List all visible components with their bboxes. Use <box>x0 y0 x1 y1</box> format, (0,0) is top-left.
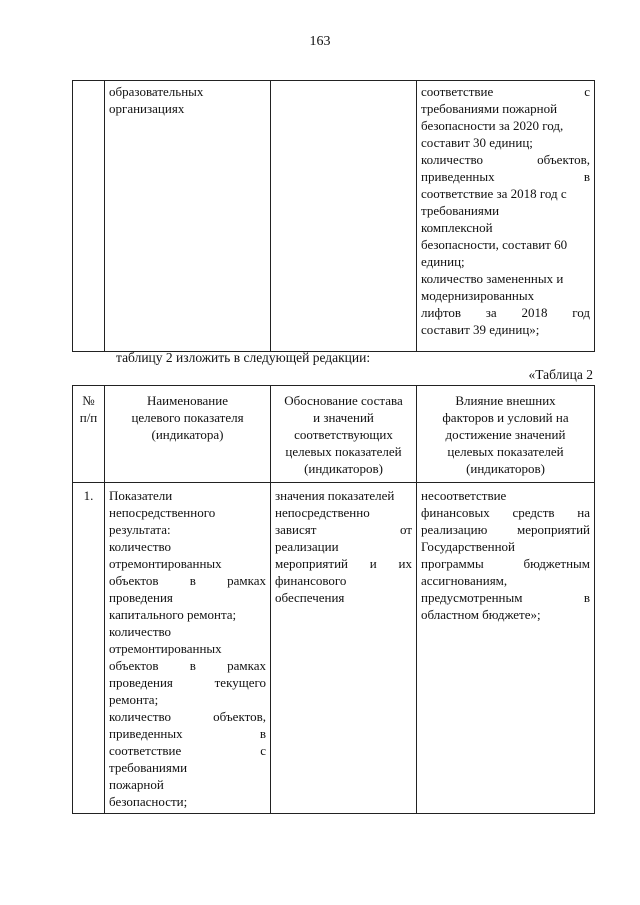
table-cell-num <box>73 81 105 352</box>
text-line: образовательных <box>109 84 204 99</box>
header-line: (индикаторов) <box>304 461 383 476</box>
table-cell-influence <box>417 81 595 352</box>
text-line: организациях <box>109 101 185 116</box>
header-line: и значений <box>313 410 374 425</box>
text-line: количество <box>109 539 172 554</box>
text-line: количество объектов, <box>109 709 266 724</box>
table-row <box>73 81 595 352</box>
table-cell-justification <box>271 81 417 352</box>
header-justification <box>271 386 417 483</box>
text-line: Показатели <box>109 488 173 503</box>
text-line: составит 30 единиц; <box>421 135 533 150</box>
text-line: безопасности за 2020 год, <box>421 118 564 133</box>
text-line: лифтов за 2018 год <box>421 305 590 320</box>
text-line: безопасности; <box>109 794 188 809</box>
table-caption: «Таблица 2 <box>528 367 593 382</box>
text-line: количество объектов, <box>421 152 590 167</box>
header-line: факторов и условий на <box>442 410 569 425</box>
header-line: достижение значений <box>445 427 566 442</box>
text-line: проведения <box>109 590 173 605</box>
text-line: реализации <box>275 539 339 554</box>
text-line: составит 39 единиц»; <box>421 322 540 337</box>
text-line: ремонта; <box>109 692 159 707</box>
text-line: финансового <box>275 573 347 588</box>
text-line: соответствие с <box>421 84 590 99</box>
text-line: требованиями <box>109 760 188 775</box>
text-line: капитального ремонта; <box>109 607 237 622</box>
header-line: п/п <box>79 410 98 425</box>
header-num <box>73 386 105 483</box>
text-line: значения показателей <box>275 488 395 503</box>
header-line: (индикаторов) <box>466 461 545 476</box>
text-line: областном бюджете»; <box>421 607 541 622</box>
text-line: соответствие за 2018 год с <box>421 186 567 201</box>
page-number: 163 <box>309 34 331 49</box>
text-line: пожарной <box>109 777 164 792</box>
indicators-table <box>72 385 595 814</box>
intro-text: таблицу 2 изложить в следующей редакции: <box>116 350 371 365</box>
text-line: непосредственного <box>109 505 216 520</box>
header-line: (индикатора) <box>151 427 224 442</box>
header-line: Наименование <box>147 393 228 408</box>
header-line: соответствующих <box>294 427 393 442</box>
table-cell-indicator <box>105 81 271 352</box>
table-cell-indicator <box>105 483 271 814</box>
header-influence <box>417 386 595 483</box>
text-line: несоответствие <box>421 488 507 503</box>
table-header-row <box>73 386 595 483</box>
text-line: количество <box>109 624 172 639</box>
text-line: приведенных в <box>109 726 266 741</box>
table-cell-num: 1. <box>73 483 105 814</box>
header-line: № <box>82 393 95 408</box>
text-line: модернизированных <box>421 288 535 303</box>
header-line: целевого показателя <box>131 410 244 425</box>
text-line: проведения текущего <box>109 675 266 690</box>
text-line: обеспечения <box>275 590 345 605</box>
header-line: Влияние внешних <box>455 393 556 408</box>
text-line: финансовых средств на <box>421 505 590 520</box>
text-line: приведенных в <box>421 169 590 184</box>
text-line: непосредственно <box>275 505 370 520</box>
text-line: объектов в рамках <box>109 658 266 673</box>
header-line: целевых показателей <box>447 444 564 459</box>
text-line: отремонтированных <box>109 556 222 571</box>
text-line: Государственной <box>421 539 516 554</box>
text-line: объектов в рамках <box>109 573 266 588</box>
text-line: единиц; <box>421 254 465 269</box>
text-line: программы бюджетным <box>421 556 590 571</box>
text-line: ассигнованиям, <box>421 573 508 588</box>
text-line: предусмотренным в <box>421 590 590 605</box>
table-row <box>73 483 595 814</box>
table-cell-justification <box>271 483 417 814</box>
text-line: количество замененных и <box>421 271 564 286</box>
text-line: отремонтированных <box>109 641 222 656</box>
text-line: требованиями <box>421 203 500 218</box>
header-line: Обоснование состава <box>284 393 403 408</box>
text-line: зависят от <box>275 522 412 537</box>
continuation-table <box>72 80 595 352</box>
text-line: мероприятий и их <box>275 556 412 571</box>
header-line: целевых показателей <box>285 444 402 459</box>
text-line: требованиями пожарной <box>421 101 558 116</box>
text-line: соответствие с <box>109 743 266 758</box>
text-line: реализацию мероприятий <box>421 522 590 537</box>
header-indicator <box>105 386 271 483</box>
table-cell-influence <box>417 483 595 814</box>
text-line: безопасности, составит 60 <box>421 237 568 252</box>
text-line: комплексной <box>421 220 493 235</box>
text-line: результата: <box>109 522 171 537</box>
